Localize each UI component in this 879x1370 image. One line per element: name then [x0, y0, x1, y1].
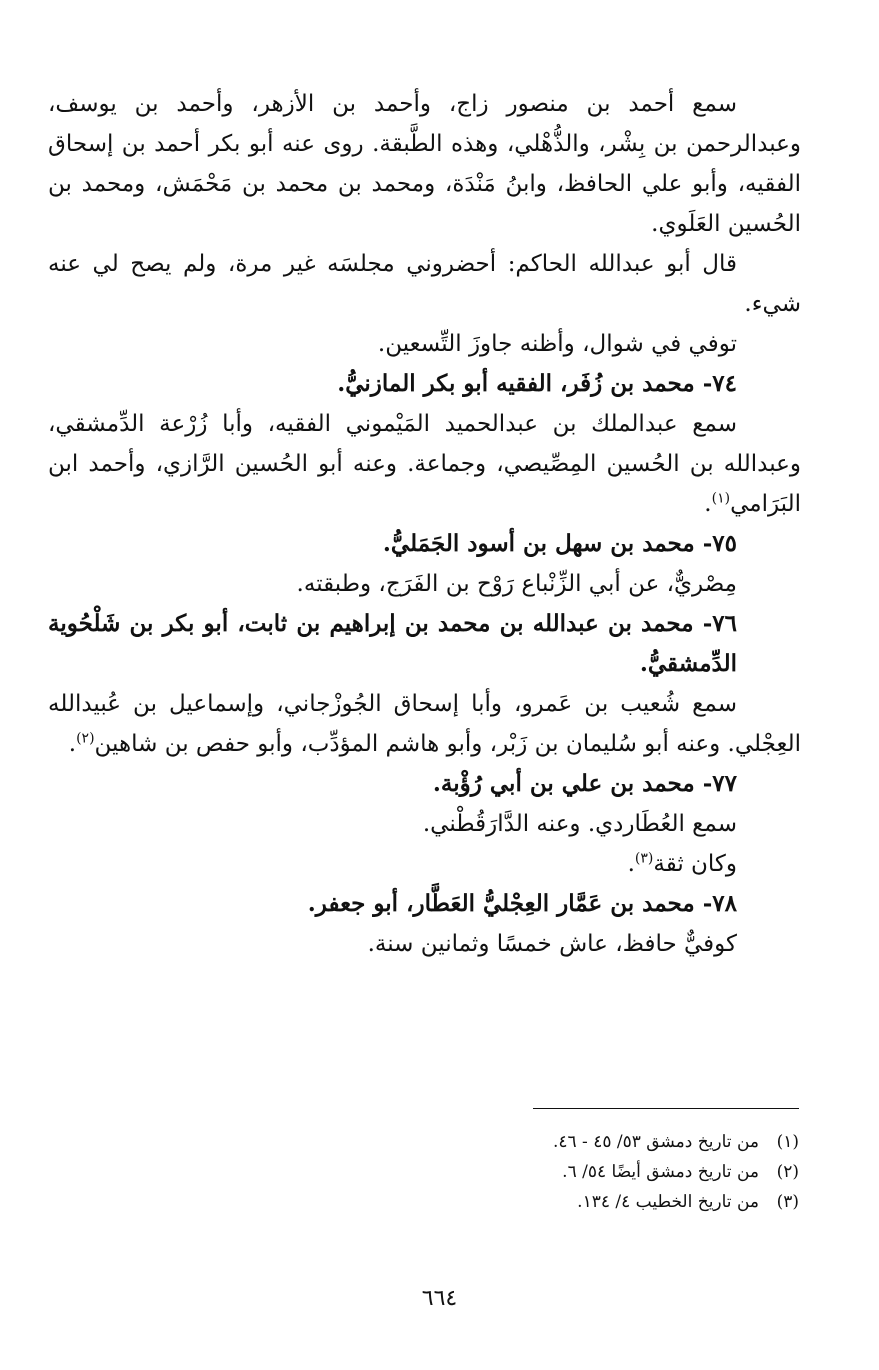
footnote-text: من تاريخ دمشق أيضًا ٥٤/ ٦. [562, 1162, 759, 1182]
footnote-ref-2: (٢) [76, 730, 95, 747]
entry-74-title: ٧٤- محمد بن زُفَر، الفقيه أبو بكر المازنيُّ. [337, 370, 737, 397]
entry-74-end: . [704, 491, 712, 517]
entry-77-title: ٧٧- محمد بن علي بن أبي رُؤْبة. [432, 770, 737, 797]
entry-78-text: كوفيٌّ حافظ، عاش خمسًا وثمانين سنة. [367, 931, 737, 957]
footnote-ref-3: (٣) [634, 850, 654, 867]
footnote-ref-1: (١) [711, 490, 731, 507]
footnotes [533, 1108, 799, 1217]
paragraph-hakim-quote: قال أبو عبدالله الحاكم: أحضروني مجلسَه غير مرة، ولم يصح لي عنه شيء. [48, 251, 801, 317]
footnote-1 [533, 1127, 799, 1157]
entry-77-end: . [627, 851, 635, 877]
entry-76-text [48, 684, 801, 764]
entry-74-text [48, 404, 801, 524]
entry-78-title: ٧٨- محمد بن عَمَّار العِجْليُّ العَطَّار، أبو جعفر. [307, 890, 737, 917]
footnote-number: (١) [776, 1132, 799, 1152]
paragraph-sources: سمع أحمد بن منصور زاج، وأحمد بن الأزهر، وأحمد بن يوسف، وعبدالرحمن بن بِشْر، والذُّهْلي، وهذه الطَّبقة. روى عنه أبو بكر أحمد بن إسحاق الفقيه، وأبو علي الحافظ، وابنُ مَنْدَة، ومحمد بن محمد بن مَحْمَش، ومحمد بن الحُسين العَلَوي. [48, 91, 801, 237]
paragraph-death: توفي في شوال، وأظنه جاوزَ التِّسعين. [377, 331, 737, 357]
entry-74-body: سمع عبدالملك بن عبدالحميد المَيْموني الفقيه، وأبا زُرْعة الدِّمشقي، وعبدالله بن الحُسين المِصِّيصي، وجماعة. وعنه أبو الحُسين الرَّازي، وأحمد ابن البَرَامي [48, 411, 801, 517]
entry-77-trust [48, 844, 801, 884]
footnote-number: (٣) [776, 1192, 799, 1212]
entry-75-title: ٧٥- محمد بن سهل بن أسود الجَمَليُّ. [382, 530, 737, 557]
page-body [48, 84, 801, 964]
footnote-text: من تاريخ دمشق ٥٣/ ٤٥ - ٤٦. [552, 1132, 759, 1152]
entry-76-end: . [68, 731, 77, 757]
footnote-3 [533, 1187, 799, 1217]
entry-77-text: سمع العُطَاردي. وعنه الدَّارَقُطْني. [422, 811, 737, 837]
footnote-number: (٢) [776, 1162, 799, 1182]
entry-77-trust-text: وكان ثقة [653, 851, 737, 877]
entry-76-title: ٧٦- محمد بن عبدالله بن محمد بن إبراهيم بن ثابت، أبو بكر بن شَلْحُوية الدِّمشقيُّ. [48, 610, 737, 677]
entry-75-text: مِصْريٌّ، عن أبي الزِّنْباع رَوْح بن الفَرَج، وطبقته. [296, 571, 737, 597]
footnote-2 [533, 1157, 799, 1187]
footnote-text: من تاريخ الخطيب ٤/ ١٣٤. [577, 1192, 759, 1212]
page-number: ٦٦٤ [421, 1286, 458, 1311]
entry-76-body: سمع شُعيب بن عَمرو، وأبا إسحاق الجُوزْجاني، وإسماعيل بن عُبيدالله العِجْلي. وعنه أبو سُليمان بن زَبْر، وأبو هاشم المؤدِّب، وأبو حفص بن شاهين [48, 691, 801, 757]
